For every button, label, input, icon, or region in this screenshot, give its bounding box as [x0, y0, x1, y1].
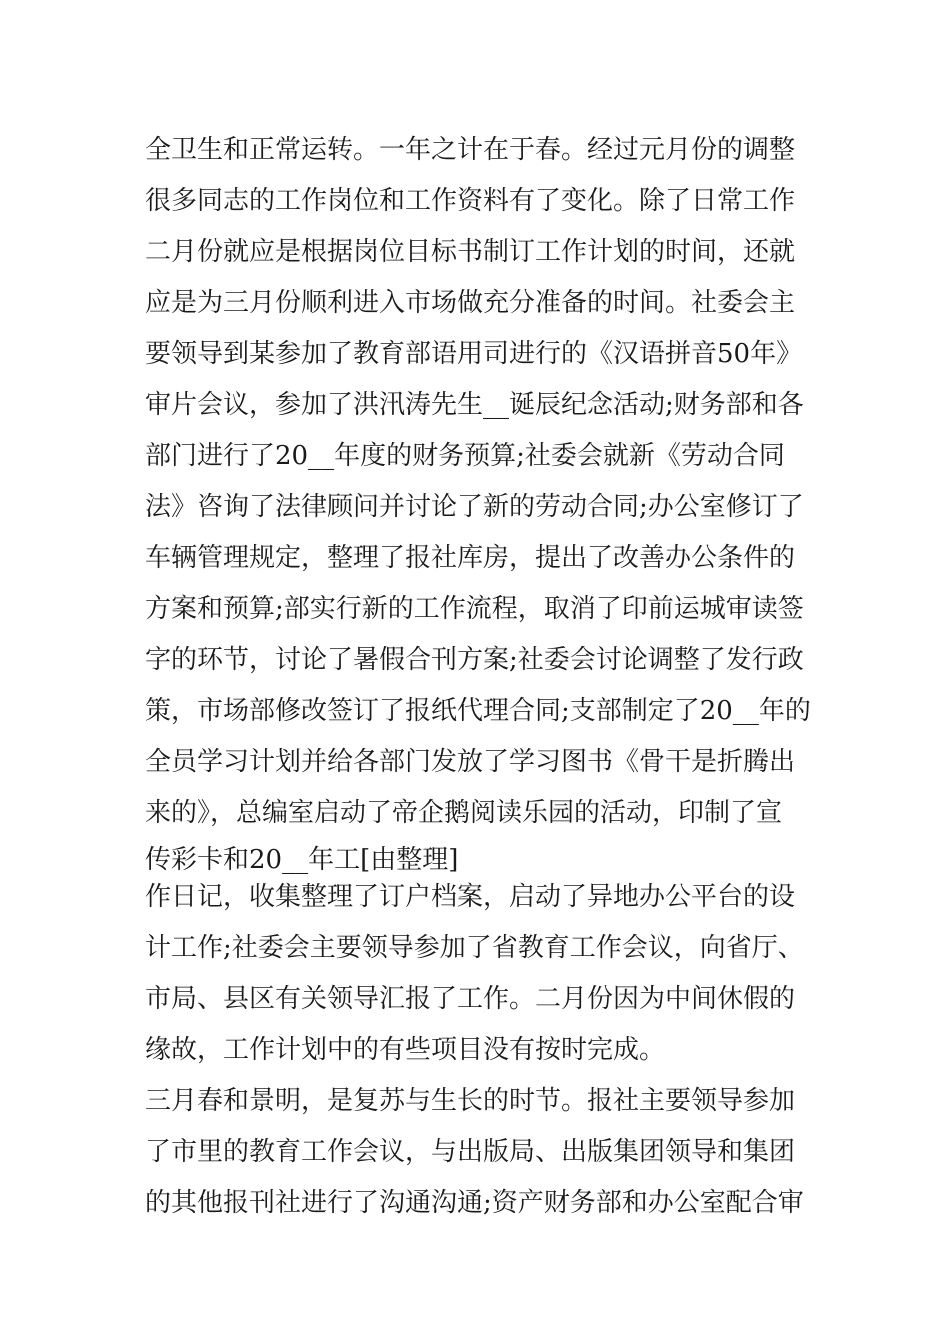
text-line: 方案和预算;部实行新的工作流程，取消了印前运城审读签 — [145, 594, 804, 624]
text-line: 审片会议，参加了洪汛涛先生__诞辰纪念活动;财务部和各 — [145, 390, 804, 420]
text-line: 很多同志的工作岗位和工作资料有了变化。除了日常工作 — [145, 186, 796, 216]
text-line: 的其他报刊社进行了沟通沟通;资产财务部和办公室配合审 — [145, 1188, 804, 1218]
text-line: 法》咨询了法律顾问并讨论了新的劳动合同;办公室修订了 — [145, 492, 804, 522]
text-line: 计工作;社委会主要领导参加了省教育工作会议，向省厅、 — [145, 933, 804, 963]
text-line: 字的环节，讨论了暑假合刊方案;社委会讨论调整了发行政 — [145, 645, 804, 675]
text-line: 部门进行了20__年度的财务预算;社委会就新《劳动合同 — [145, 441, 785, 471]
text-line: 全卫生和正常运转。一年之计在于春。经过元月份的调整 — [145, 135, 796, 165]
text-line: 市局、县区有关领导汇报了工作。二月份因为中间休假的 — [145, 984, 796, 1014]
text-line: 二月份就应是根据岗位目标书制订工作计划的时间，还就 — [145, 237, 796, 267]
text-line: 策，市场部修改签订了报纸代理合同;支部制定了20__年的 — [145, 696, 811, 726]
text-line: 了市里的教育工作会议，与出版局、出版集团领导和集团 — [145, 1137, 796, 1167]
text-line: 要领导到某参加了教育部语用司进行的《汉语拼音50年》 — [145, 339, 803, 369]
text-line: 来的》，总编室启动了帝企鹅阅读乐园的活动，印制了宣 — [145, 798, 783, 828]
text-line: 作日记，收集整理了订户档案，启动了异地办公平台的设 — [145, 882, 796, 912]
text-line: 传彩卡和20__年工[由整理] — [145, 845, 459, 875]
text-line: 缘故，工作计划中的有些项目没有按时完成。 — [145, 1035, 666, 1065]
text-line: 车辆管理规定，整理了报社库房，提出了改善办公条件的 — [145, 543, 796, 573]
text-line: 三月春和景明，是复苏与生长的时节。报社主要领导参加 — [145, 1086, 796, 1116]
text-line: 全员学习计划并给各部门发放了学习图书《骨干是折腾出 — [145, 747, 796, 777]
text-line: 应是为三月份顺利进入市场做充分准备的时间。社委会主 — [145, 288, 796, 318]
